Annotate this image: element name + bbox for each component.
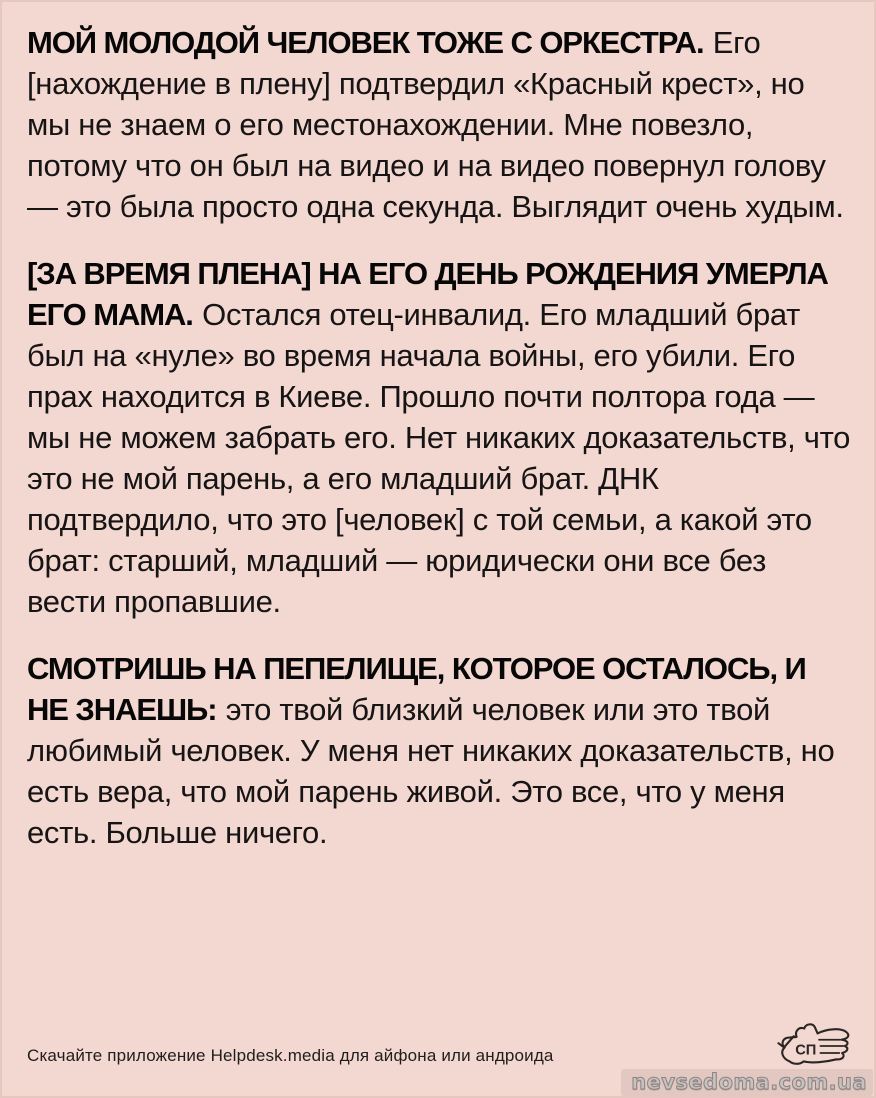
paragraph-body: это твой близкий человек или это твой любимый человек. У меня нет никаких доказательств, но есть вера, что мой парень живой. Это все, что у меня есть. Больше ничего. bbox=[27, 692, 835, 850]
paragraph bbox=[27, 22, 851, 227]
paragraph bbox=[27, 648, 851, 853]
paragraph bbox=[27, 253, 851, 622]
paragraph-lead-bold: [ЗА ВРЕМЯ ПЛЕНА] НА ЕГО ДЕНЬ РОЖДЕНИЯ УМЕРЛА ЕГО МАМА. bbox=[27, 256, 828, 332]
app-download-note: Скачайте приложение Helpdesk.media для айфона или андроида bbox=[27, 1046, 554, 1065]
paragraph-body: Его [нахождение в плену] подтвердил «Красный крест», но мы не знаем о его местонахождении. Мне повезло, потому что он был на видео и на видео повернул голову — это была просто одна секунда. Выглядит очень худым. bbox=[27, 25, 844, 224]
watermark: nevsedoma.com.ua bbox=[621, 1069, 873, 1096]
paragraph-lead-bold: МОЙ МОЛОДОЙ ЧЕЛОВЕК ТОЖЕ С ОРКЕСТРА. bbox=[27, 25, 704, 60]
quote-text-block bbox=[27, 22, 851, 1002]
paragraph-lead-bold: СМОТРИШЬ НА ПЕПЕЛИЩЕ, КОТОРОЕ ОСТАЛОСЬ, И НЕ ЗНАЕШЬ: bbox=[27, 651, 806, 727]
paragraph-body: Остался отец-инвалид. Его младший брат был на «нуле» во время начала войны, его убили. Его прах находится в Киеве. Прошло почти полтора года — мы не можем забрать его. Нет никаких доказательств, что это не мой парень, а его младший брат. ДНК подтвердило, что это [человек] с той семьи, а какой это брат: старший, младший — юридически они все без вести пропавшие. bbox=[27, 297, 851, 619]
sp-logo-letters: СП bbox=[795, 1042, 817, 1059]
sp-hand-logo-icon bbox=[770, 1018, 854, 1074]
